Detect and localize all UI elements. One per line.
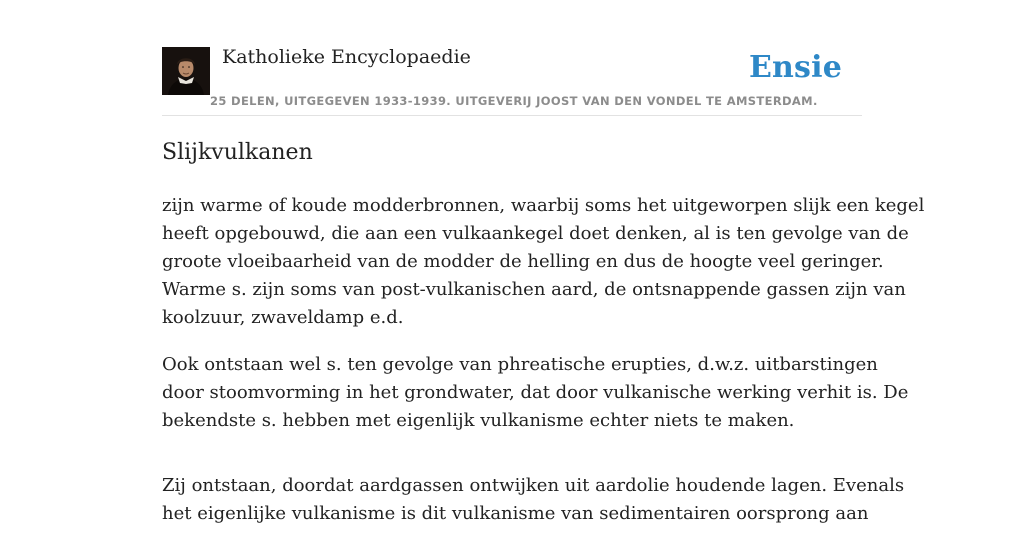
brand-logo[interactable]: Ensie [748,50,842,85]
article-title: Slijkvulkanen [162,140,313,165]
text-line: Zij ontstaan, doordat aardgassen ontwijken uit aardolie houdende lagen. Evenals [162,475,905,496]
paragraph [162,192,925,332]
text-line: door stoomvorming in het grondwater, dat door vulkanische werking verhit is. De [162,382,909,403]
text-line: Warme s. zijn soms van post-vulkanischen aard, de ontsnappende gassen zijn van [162,279,906,300]
paragraph [162,472,905,528]
text-line: zijn warme of koude modderbronnen, waarbij soms het uitgeworpen slijk een kegel [162,195,925,216]
text-line: koolzuur, zwaveldamp e.d. [162,307,404,328]
paragraph [162,351,909,435]
text-line: groote vloeibaarheid van de modder de helling en dus de hoogte veel geringer. [162,251,884,272]
source-subtitle: 25 DELEN, UITGEGEVEN 1933-1939. UITGEVERIJ JOOST VAN DEN VONDEL TE AMSTERDAM. [210,94,818,108]
text-line: heeft opgebouwd, die aan een vulkaankegel doet denken, al is ten gevolge van de [162,223,909,244]
text-line: bekendste s. hebben met eigenlijk vulkanisme echter niets te maken. [162,410,795,431]
source-name[interactable]: Katholieke Encyclopaedie [222,46,471,68]
text-line: Ook ontstaan wel s. ten gevolge van phreatische erupties, d.w.z. uitbarstingen [162,354,878,375]
source-header [162,44,862,116]
portrait-icon [162,47,210,95]
article-body [162,192,925,547]
text-line: het eigenlijke vulkanisme is dit vulkanisme van sedimentairen oorsprong aan [162,503,869,524]
avatar[interactable] [162,47,210,95]
